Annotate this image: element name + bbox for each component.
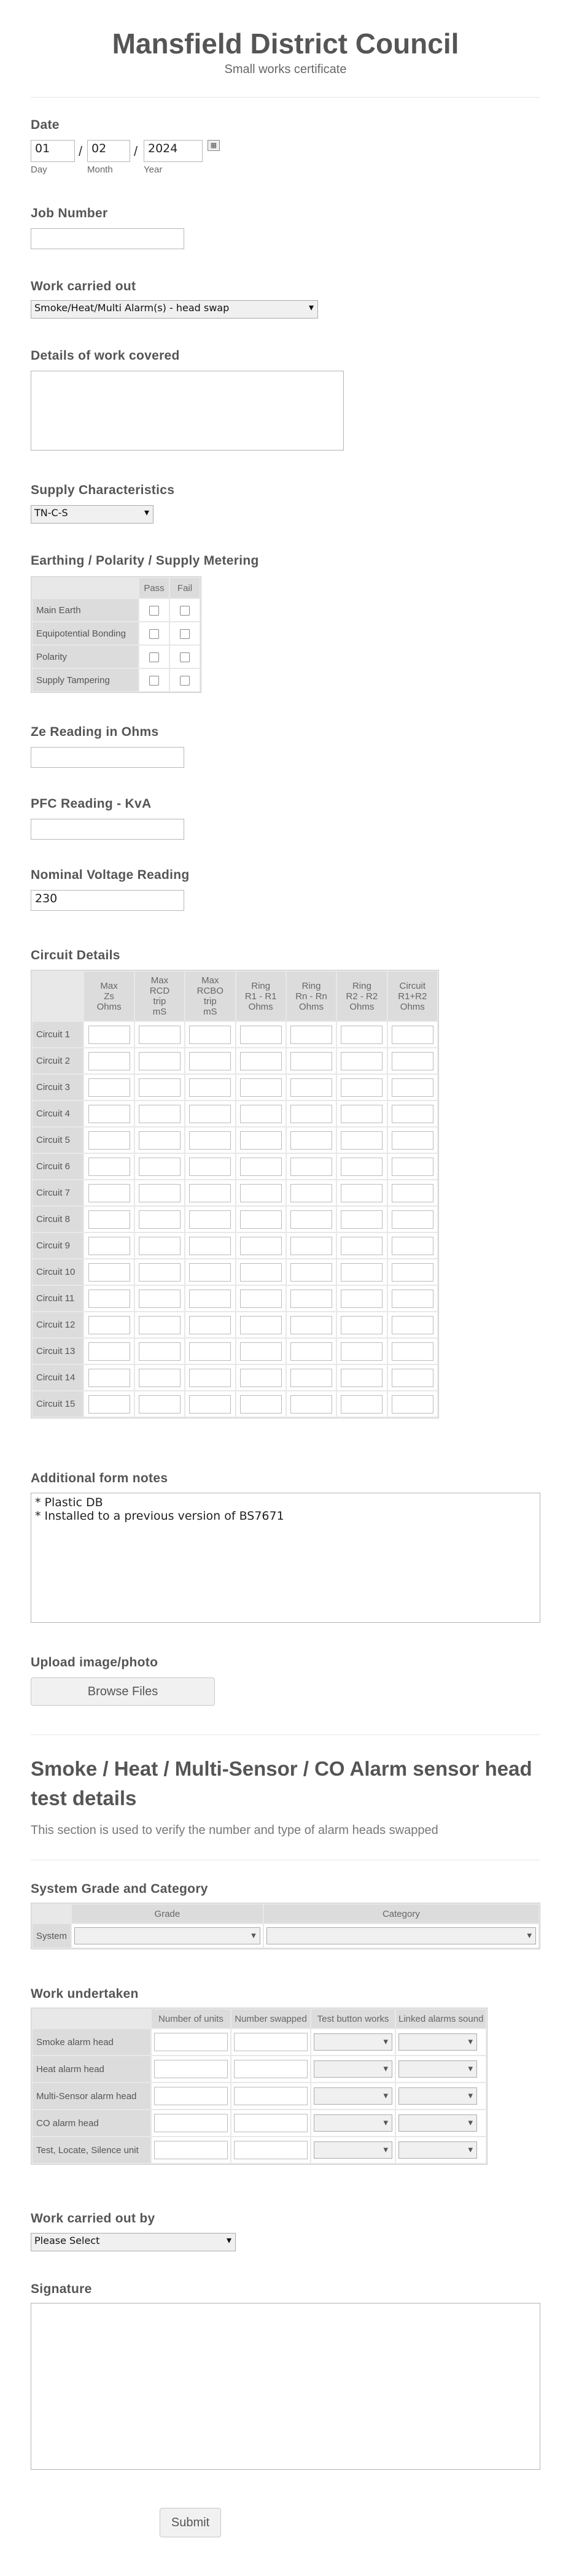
circuit-column-header-line: RCBO <box>196 986 223 996</box>
test-button-select[interactable] <box>314 2141 392 2159</box>
circuit-row <box>33 1339 437 1364</box>
number-of-units-input[interactable] <box>154 2114 228 2132</box>
signature-label: Signature <box>31 2282 92 2296</box>
circuit-value-input[interactable] <box>139 1263 181 1282</box>
circuit-value-input[interactable] <box>88 1290 130 1308</box>
circuit-row-label: Circuit 13 <box>33 1339 83 1364</box>
work-undertaken-row-label: CO alarm head <box>33 2110 150 2136</box>
circuit-value-input[interactable] <box>139 1131 181 1150</box>
work-undertaken-row-label: Heat alarm head <box>33 2056 150 2082</box>
circuit-value-input[interactable] <box>290 1158 332 1176</box>
circuit-value-input[interactable] <box>88 1342 130 1361</box>
test-button-select[interactable] <box>314 2033 392 2051</box>
circuit-value-input[interactable] <box>139 1052 181 1070</box>
circuit-value-input[interactable] <box>341 1369 383 1387</box>
linked-alarms-select[interactable] <box>398 2141 477 2159</box>
fail-checkbox[interactable] <box>180 606 190 616</box>
circuit-column-header-line: Ring <box>352 980 371 991</box>
circuit-value-input[interactable] <box>341 1026 383 1044</box>
circuit-column-header-line: Max <box>201 975 219 986</box>
earthing-row-label: Polarity <box>33 646 138 668</box>
job-number-label: Job Number <box>31 206 108 220</box>
pass-checkbox[interactable] <box>149 629 159 639</box>
circuit-value-input[interactable] <box>189 1184 231 1202</box>
date-separator: / <box>79 144 83 159</box>
carried-by-select[interactable]: Please Select ▾ <box>31 2233 236 2251</box>
date-day-caption: Day <box>31 164 47 175</box>
circuit-value-input[interactable] <box>240 1052 282 1070</box>
work-undertaken-row <box>33 2029 486 2055</box>
circuit-value-input[interactable] <box>139 1237 181 1255</box>
circuit-row <box>33 1101 437 1126</box>
circuit-value-input[interactable] <box>88 1210 130 1229</box>
circuit-row <box>33 1127 437 1153</box>
category-select[interactable] <box>266 1927 536 1944</box>
circuit-value-input[interactable] <box>240 1184 282 1202</box>
circuit-column-header-line: mS <box>203 1007 217 1017</box>
circuit-value-input[interactable] <box>88 1184 130 1202</box>
circuit-value-input[interactable] <box>290 1026 332 1044</box>
fail-checkbox[interactable] <box>180 652 190 662</box>
circuit-column-header-line: Circuit <box>399 980 426 991</box>
circuit-row-label: Circuit 7 <box>33 1180 83 1205</box>
work-undertaken-row <box>33 2137 486 2163</box>
page-title: Mansfield District Council <box>112 28 459 60</box>
divider <box>31 97 540 98</box>
circuit-value-input[interactable] <box>341 1263 383 1282</box>
ze-input[interactable] <box>31 747 184 768</box>
circuit-value-input[interactable] <box>341 1316 383 1334</box>
circuit-value-input[interactable] <box>139 1078 181 1097</box>
circuit-value-input[interactable] <box>189 1078 231 1097</box>
chevron-down-icon: ▾ <box>251 1930 256 1941</box>
circuit-row <box>33 1180 437 1205</box>
circuit-column-header-line: Ohms <box>400 1001 425 1012</box>
work-undertaken-column-header: Number of units <box>152 2009 230 2028</box>
work-undertaken-table <box>31 2008 487 2165</box>
earthing-row-label: Equipotential Bonding <box>33 622 138 644</box>
work-carried-out-label: Work carried out <box>31 279 136 293</box>
chevron-down-icon: ▾ <box>383 2036 388 2047</box>
voltage-label: Nominal Voltage Reading <box>31 868 190 882</box>
work-undertaken-row-label: Smoke alarm head <box>33 2029 150 2055</box>
circuit-column-header-line: R1+R2 <box>398 991 427 1002</box>
circuit-row-label: Circuit 2 <box>33 1048 83 1073</box>
circuit-value-input[interactable] <box>88 1158 130 1176</box>
circuit-row <box>33 1365 437 1390</box>
chevron-down-icon: ▾ <box>468 2145 473 2155</box>
circuit-value-input[interactable] <box>290 1395 332 1414</box>
circuit-value-input[interactable] <box>240 1237 282 1255</box>
alarm-section-title: Smoke / Heat / Multi-Sensor / CO Alarm sensor head test details <box>31 1757 532 1809</box>
chevron-down-icon: ▾ <box>468 2064 473 2074</box>
pfc-label: PFC Reading - KvA <box>31 797 152 811</box>
circuit-value-input[interactable] <box>341 1105 383 1123</box>
circuit-value-input[interactable] <box>139 1026 181 1044</box>
chevron-down-icon: ▾ <box>468 2091 473 2101</box>
circuit-column-header-line: Ring <box>301 980 321 991</box>
circuit-value-input[interactable] <box>392 1342 433 1361</box>
circuit-column-header-line: trip <box>203 996 217 1007</box>
page-subtitle: Small works certificate <box>224 63 347 76</box>
circuit-value-input[interactable] <box>341 1395 383 1414</box>
circuit-row <box>33 1391 437 1417</box>
circuit-value-input[interactable] <box>189 1369 231 1387</box>
circuit-value-input[interactable] <box>392 1369 433 1387</box>
date-label: Date <box>31 118 60 132</box>
linked-alarms-select[interactable] <box>398 2060 477 2078</box>
circuit-value-input[interactable] <box>189 1290 231 1308</box>
circuit-column-header-line: Rn - Rn <box>295 991 327 1002</box>
circuit-value-input[interactable] <box>290 1342 332 1361</box>
earthing-table <box>31 576 201 693</box>
circuit-value-input[interactable] <box>240 1290 282 1308</box>
ze-label: Ze Reading in Ohms <box>31 725 159 739</box>
chevron-down-icon: ▾ <box>468 2036 473 2047</box>
date-month-caption: Month <box>87 164 113 175</box>
circuit-value-input[interactable] <box>392 1105 433 1123</box>
circuit-value-input[interactable] <box>240 1078 282 1097</box>
circuit-column-header <box>337 972 386 1021</box>
circuit-row-label: Circuit 4 <box>33 1101 83 1126</box>
circuit-value-input[interactable] <box>189 1342 231 1361</box>
circuit-value-input[interactable] <box>88 1052 130 1070</box>
date-year-caption: Year <box>144 164 163 175</box>
circuit-value-input[interactable] <box>290 1237 332 1255</box>
circuit-row-label: Circuit 8 <box>33 1207 83 1232</box>
circuit-value-input[interactable] <box>392 1026 433 1044</box>
circuit-value-input[interactable] <box>240 1131 282 1150</box>
carried-by-label: Work carried out by <box>31 2211 155 2226</box>
circuit-row <box>33 1075 437 1100</box>
circuit-value-input[interactable] <box>290 1078 332 1097</box>
work-undertaken-row-label: Test, Locate, Silence unit <box>33 2137 150 2163</box>
circuit-row-label: Circuit 6 <box>33 1154 83 1179</box>
circuit-column-header <box>135 972 184 1021</box>
number-swapped-input[interactable] <box>234 2141 308 2159</box>
signature-pad[interactable] <box>31 2303 540 2470</box>
chevron-down-icon: ▾ <box>527 1930 532 1941</box>
circuit-row <box>33 1048 437 1073</box>
grade-label: System Grade and Category <box>31 1882 208 1896</box>
earthing-row-label: Supply Tampering <box>33 669 138 691</box>
circuit-row-label: Circuit 12 <box>33 1312 83 1337</box>
circuit-column-header-line: R1 - R1 <box>244 991 277 1002</box>
circuit-row-label: Circuit 15 <box>33 1391 83 1417</box>
circuit-row-label: Circuit 3 <box>33 1075 83 1100</box>
circuit-value-input[interactable] <box>139 1184 181 1202</box>
circuit-value-input[interactable] <box>392 1158 433 1176</box>
voltage-input[interactable]: 230 <box>31 890 184 911</box>
circuit-column-header-line: Ohms <box>248 1001 273 1012</box>
date-separator: / <box>134 144 138 159</box>
test-button-select[interactable] <box>314 2060 392 2078</box>
linked-alarms-select[interactable] <box>398 2033 477 2051</box>
earthing-row-label: Main Earth <box>33 599 138 621</box>
circuit-column-header-line: Max <box>150 975 169 986</box>
upload-label: Upload image/photo <box>31 1655 158 1669</box>
circuit-value-input[interactable] <box>341 1237 383 1255</box>
details-label: Details of work covered <box>31 349 180 363</box>
circuit-value-input[interactable] <box>139 1316 181 1334</box>
circuit-value-input[interactable] <box>139 1105 181 1123</box>
details-textarea[interactable] <box>31 371 344 451</box>
circuit-value-input[interactable] <box>189 1316 231 1334</box>
number-swapped-input[interactable] <box>234 2033 308 2051</box>
linked-alarms-select[interactable] <box>398 2087 477 2105</box>
chevron-down-icon: ▾ <box>383 2091 388 2101</box>
circuit-column-header-line: Ring <box>251 980 271 991</box>
circuit-value-input[interactable] <box>290 1369 332 1387</box>
work-carried-out-select[interactable]: Smoke/Heat/Multi Alarm(s) - head swap ▾ <box>31 300 318 319</box>
circuit-value-input[interactable] <box>88 1026 130 1044</box>
circuit-value-input[interactable] <box>290 1105 332 1123</box>
circuit-value-input[interactable] <box>392 1078 433 1097</box>
circuit-value-input[interactable] <box>139 1395 181 1414</box>
submit-button[interactable]: Submit <box>160 2508 221 2537</box>
circuit-value-input[interactable] <box>341 1290 383 1308</box>
circuit-column-header <box>388 972 437 1021</box>
job-number-input[interactable] <box>31 228 184 249</box>
linked-alarms-select[interactable] <box>398 2114 477 2132</box>
circuit-value-input[interactable] <box>189 1105 231 1123</box>
circuit-value-input[interactable] <box>240 1342 282 1361</box>
circuit-column-header-line: RCD <box>149 986 170 996</box>
work-undertaken-row <box>33 2056 486 2082</box>
circuit-value-input[interactable] <box>88 1369 130 1387</box>
circuit-value-input[interactable] <box>240 1026 282 1044</box>
chevron-down-icon: ▾ <box>383 2118 388 2128</box>
number-swapped-input[interactable] <box>234 2114 308 2132</box>
circuit-value-input[interactable] <box>189 1052 231 1070</box>
earthing-label: Earthing / Polarity / Supply Metering <box>31 554 259 568</box>
date-month-input[interactable]: 02 <box>87 140 130 162</box>
circuit-value-input[interactable] <box>240 1395 282 1414</box>
circuit-column-header-line: Ohms <box>299 1001 324 1012</box>
grade-table <box>31 1903 540 1949</box>
circuit-value-input[interactable] <box>139 1369 181 1387</box>
circuit-row <box>33 1022 437 1047</box>
circuit-value-input[interactable] <box>341 1342 383 1361</box>
earthing-col-pass: Pass <box>139 578 169 598</box>
fail-checkbox[interactable] <box>180 629 190 639</box>
pass-checkbox[interactable] <box>149 606 159 616</box>
pass-checkbox[interactable] <box>149 676 159 686</box>
circuit-value-input[interactable] <box>392 1237 433 1255</box>
circuit-value-input[interactable] <box>392 1263 433 1282</box>
circuit-row-label: Circuit 5 <box>33 1127 83 1153</box>
circuit-value-input[interactable] <box>88 1237 130 1255</box>
circuit-row <box>33 1312 437 1337</box>
circuit-value-input[interactable] <box>240 1158 282 1176</box>
browse-files-button[interactable]: Browse Files <box>31 1677 215 1706</box>
circuit-value-input[interactable] <box>189 1026 231 1044</box>
circuit-column-header-line: Zs <box>104 991 114 1002</box>
work-undertaken-column-header: Test button works <box>311 2009 395 2028</box>
circuit-value-input[interactable] <box>341 1078 383 1097</box>
circuit-value-input[interactable] <box>290 1131 332 1150</box>
circuit-column-header <box>84 972 133 1021</box>
circuit-value-input[interactable] <box>240 1210 282 1229</box>
date-year-input[interactable]: 2024 <box>144 140 203 162</box>
category-col: Category <box>264 1905 538 1923</box>
circuit-value-input[interactable] <box>139 1342 181 1361</box>
circuit-value-input[interactable] <box>189 1131 231 1150</box>
number-of-units-input[interactable] <box>154 2060 228 2078</box>
circuit-value-input[interactable] <box>392 1290 433 1308</box>
circuit-value-input[interactable] <box>240 1105 282 1123</box>
circuit-value-input[interactable] <box>88 1078 130 1097</box>
circuit-row <box>33 1286 437 1311</box>
circuit-value-input[interactable] <box>139 1290 181 1308</box>
circuit-value-input[interactable] <box>240 1263 282 1282</box>
circuit-value-input[interactable] <box>88 1131 130 1150</box>
circuit-value-input[interactable] <box>189 1395 231 1414</box>
alarm-section-description: This section is used to verify the number and type of alarm heads swapped <box>31 1824 438 1837</box>
circuit-value-input[interactable] <box>341 1210 383 1229</box>
work-undertaken-column-header: Linked alarms sound <box>396 2009 486 2028</box>
circuit-value-input[interactable] <box>392 1395 433 1414</box>
earthing-col-fail: Fail <box>170 578 200 598</box>
circuit-value-input[interactable] <box>290 1316 332 1334</box>
pass-checkbox[interactable] <box>149 652 159 662</box>
number-of-units-input[interactable] <box>154 2033 228 2051</box>
circuit-value-input[interactable] <box>88 1316 130 1334</box>
grade-row-label: System <box>33 1924 71 1947</box>
circuit-value-input[interactable] <box>240 1369 282 1387</box>
notes-label: Additional form notes <box>31 1471 168 1485</box>
circuit-value-input[interactable] <box>290 1052 332 1070</box>
calendar-icon[interactable]: ▦ <box>208 140 220 151</box>
number-of-units-input[interactable] <box>154 2141 228 2159</box>
circuit-value-input[interactable] <box>240 1316 282 1334</box>
circuit-value-input[interactable] <box>341 1131 383 1150</box>
circuit-value-input[interactable] <box>341 1052 383 1070</box>
circuit-row <box>33 1233 437 1258</box>
circuit-row-label: Circuit 11 <box>33 1286 83 1311</box>
supply-label: Supply Characteristics <box>31 483 175 497</box>
circuit-details-table <box>31 970 439 1418</box>
notes-textarea[interactable] <box>31 1493 540 1623</box>
chevron-down-icon: ▾ <box>383 2145 388 2155</box>
circuit-value-input[interactable] <box>341 1158 383 1176</box>
work-undertaken-label: Work undertaken <box>31 1987 139 2001</box>
circuit-value-input[interactable] <box>139 1210 181 1229</box>
circuit-value-input[interactable] <box>392 1184 433 1202</box>
work-undertaken-column-header: Number swapped <box>231 2009 310 2028</box>
circuit-value-input[interactable] <box>139 1158 181 1176</box>
circuit-column-header-line: R2 - R2 <box>346 991 378 1002</box>
circuit-value-input[interactable] <box>290 1290 332 1308</box>
circuit-value-input[interactable] <box>290 1263 332 1282</box>
circuit-column-header <box>185 972 235 1021</box>
circuit-value-input[interactable] <box>341 1184 383 1202</box>
circuit-row-label: Circuit 14 <box>33 1365 83 1390</box>
chevron-down-icon: ▾ <box>383 2064 388 2074</box>
circuit-column-header-line: trip <box>153 996 166 1007</box>
circuit-details-label: Circuit Details <box>31 948 120 962</box>
circuit-value-input[interactable] <box>88 1263 130 1282</box>
test-button-select[interactable] <box>314 2087 392 2105</box>
circuit-column-header-line: Ohms <box>96 1001 122 1012</box>
date-day-input[interactable]: 01 <box>31 140 75 162</box>
circuit-value-input[interactable] <box>189 1210 231 1229</box>
circuit-column-header <box>236 972 286 1021</box>
chevron-down-icon: ▾ <box>468 2118 473 2128</box>
circuit-value-input[interactable] <box>290 1184 332 1202</box>
grade-select[interactable] <box>74 1927 260 1944</box>
circuit-value-input[interactable] <box>189 1237 231 1255</box>
pfc-input[interactable] <box>31 819 184 840</box>
circuit-row-label: Circuit 10 <box>33 1259 83 1285</box>
number-swapped-input[interactable] <box>234 2087 308 2105</box>
supply-select[interactable]: TN-C-S ▾ <box>31 505 153 524</box>
circuit-value-input[interactable] <box>392 1052 433 1070</box>
notes-line: * Plastic DB <box>35 1496 103 1509</box>
circuit-value-input[interactable] <box>189 1158 231 1176</box>
grade-col: Grade <box>72 1905 263 1923</box>
circuit-value-input[interactable] <box>88 1105 130 1123</box>
circuit-column-header-line: Max <box>100 980 118 991</box>
work-undertaken-row-label: Multi-Sensor alarm head <box>33 2083 150 2109</box>
circuit-value-input[interactable] <box>392 1210 433 1229</box>
circuit-row <box>33 1207 437 1232</box>
circuit-value-input[interactable] <box>392 1131 433 1150</box>
number-of-units-input[interactable] <box>154 2087 228 2105</box>
circuit-value-input[interactable] <box>88 1395 130 1414</box>
number-swapped-input[interactable] <box>234 2060 308 2078</box>
circuit-column-header <box>287 972 336 1021</box>
circuit-row <box>33 1154 437 1179</box>
circuit-row <box>33 1259 437 1285</box>
notes-line: * Installed to a previous version of BS7671 <box>35 1509 284 1523</box>
circuit-value-input[interactable] <box>189 1263 231 1282</box>
circuit-value-input[interactable] <box>290 1210 332 1229</box>
circuit-row-label: Circuit 9 <box>33 1233 83 1258</box>
work-undertaken-row <box>33 2083 486 2109</box>
circuit-column-header-line: mS <box>152 1007 167 1017</box>
circuit-column-header-line: Ohms <box>349 1001 375 1012</box>
work-undertaken-row <box>33 2110 486 2136</box>
test-button-select[interactable] <box>314 2114 392 2132</box>
circuit-value-input[interactable] <box>392 1316 433 1334</box>
fail-checkbox[interactable] <box>180 676 190 686</box>
circuit-row-label: Circuit 1 <box>33 1022 83 1047</box>
